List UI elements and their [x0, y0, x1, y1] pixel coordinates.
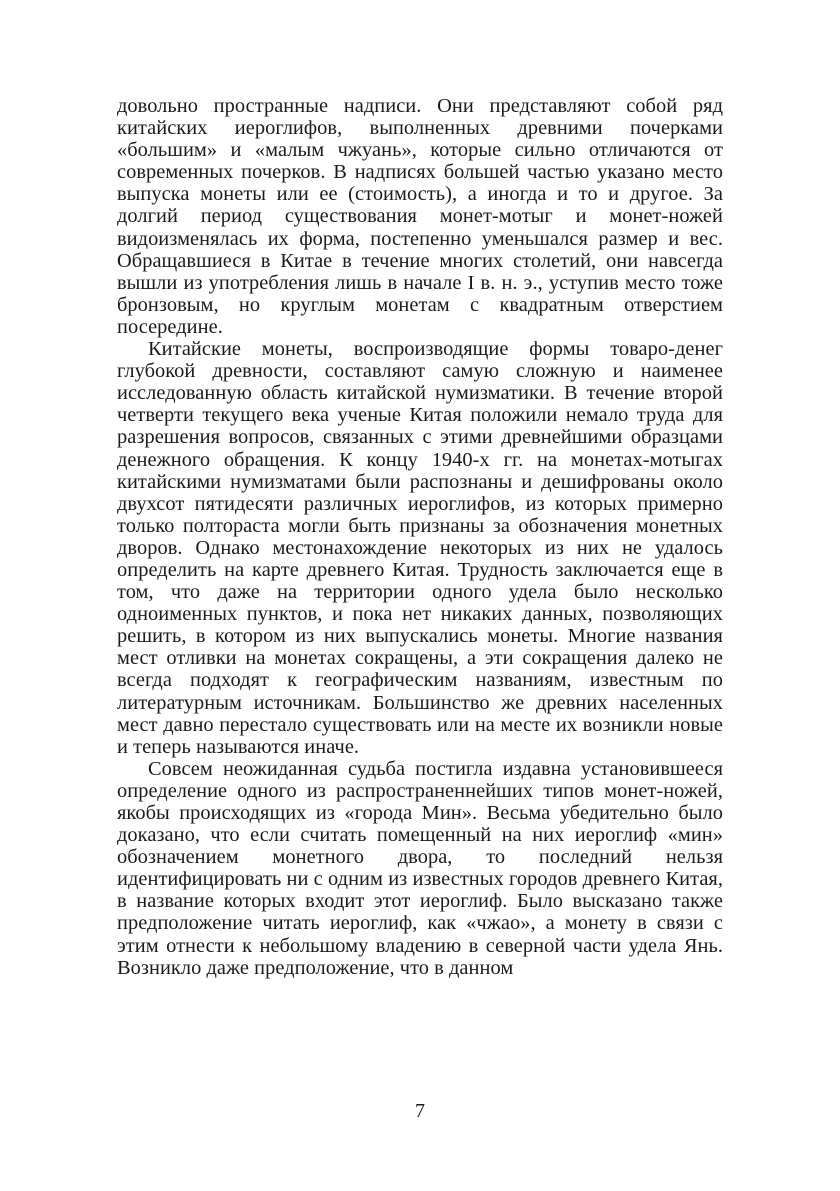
paragraph-3: Совсем неожиданная судьба постигла издавна установившееся определение одного из распространеннейших типов монет-ножей, якобы происходящих из «города Мин». Весьма убедительно было доказано, что если считать помещенный на них иероглиф «мин» обозначением монетного двора, то последний нельзя идентифицировать ни с одним из известных городов древнего Китая, в название которых входит этот иероглиф. Было высказано также предположение читать иероглиф, как «чжао», а монету в связи с этим отнести к небольшому владению в северной части удела Янь. Возникло даже предположение, что в данном — [117, 757, 723, 979]
paragraph-2: Китайские монеты, воспроизводящие формы товаро-денег глубокой древности, составляют самую сложную и наименее исследованную область китайской нумизматики. В течение второй четверти текущего века ученые Китая положили немало труда для разрешения вопросов, связанных с этими древнейшими образцами денежного обращения. К концу 1940-х гг. на монетах-мотыгах китайскими нумизматами были распознаны и дешифрованы около двухсот пятидесяти различных иероглифов, из которых примерно только полтораста могли быть признаны за обозначения монетных дворов. Однако местонахождение некоторых из них не удалось определить на карте древнего Китая. Трудность заключается еще в том, что даже на территории одного удела было несколько одноименных пунктов, и пока нет никаких данных, позволяющих решить, в котором из них выпускались монеты. Многие названия мест отливки на монетах сокращены, а эти сокращения далеко не всегда подходят к географическим названиям, известным по литературным источникам. Большинство же древних населенных мест давно перестало существовать или на месте их возникли новые и теперь называются иначе. — [117, 338, 723, 758]
body-text — [117, 95, 723, 979]
page-number: 7 — [415, 1100, 425, 1122]
paragraph-1: довольно пространные надписи. Они представляют собой ряд китайских иероглифов, выполненных древними почерками «большим» и «малым чжуань», которые сильно отличаются от современных почерков. В надписях большей частью указано место выпуска монеты или ее (стоимость), а иногда и то и другое. За долгий период существования монет-мотыг и монет-ножей видоизменялась их форма, постепенно уменьшался размер и вес. Обращавшиеся в Китае в течение многих столетий, они навсегда вышли из употребления лишь в начале I в. н. э., уступив место тоже бронзовым, но круглым монетам с квадратным отверстием посередине. — [117, 95, 723, 338]
